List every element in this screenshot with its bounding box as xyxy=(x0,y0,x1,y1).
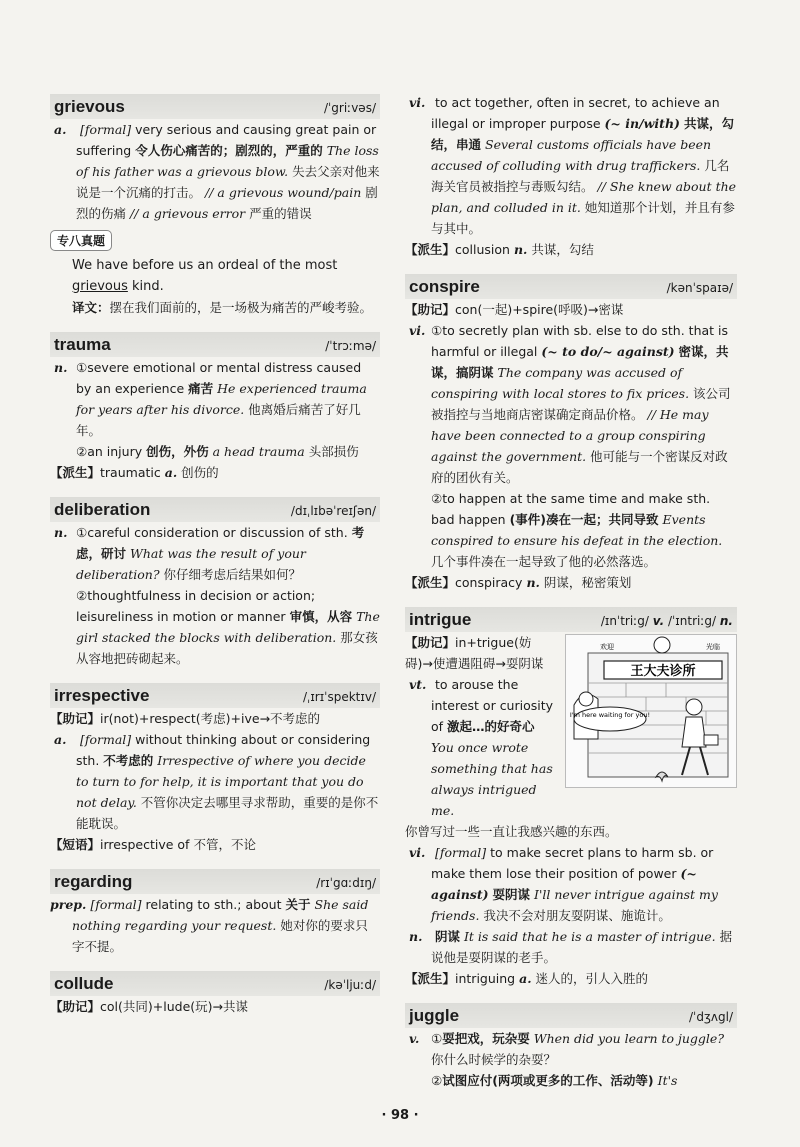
example: She said nothing regarding your request. xyxy=(72,897,369,933)
headword-bar xyxy=(50,683,380,708)
phonetic: /kənˈspaɪə/ xyxy=(666,281,733,295)
derived-word: traumatic xyxy=(100,465,161,480)
derived-word: intriguing xyxy=(455,971,516,986)
entry-collude-continued xyxy=(405,92,737,260)
sense xyxy=(50,357,380,441)
phonetic xyxy=(601,614,733,628)
cartoon-illustration xyxy=(565,634,737,788)
example-zh: 你什么时候学的杂耍？ xyxy=(431,1052,557,1067)
definition: relating to sth.; about xyxy=(145,897,282,912)
phrase-text: irrespective of xyxy=(100,837,190,852)
mnemonic xyxy=(50,996,380,1017)
clinic-sign: 王大夫诊所 xyxy=(630,664,696,679)
definition: careful consideration or discussion of sth. xyxy=(87,525,348,540)
right-column xyxy=(405,92,737,1091)
derived-word: conspiracy xyxy=(455,575,523,590)
phrase-zh: 不管，不论 xyxy=(193,837,256,852)
example-zh: 剧烈的伤痛 xyxy=(76,185,378,221)
headword-bar xyxy=(50,497,380,522)
entry-regarding xyxy=(50,869,380,957)
phonetic-verb: /ɪnˈtriːg/ xyxy=(600,614,649,628)
phonetic: /ˌɪrɪˈspektɪv/ xyxy=(302,690,376,704)
derived-word: collusion xyxy=(455,242,510,257)
sense xyxy=(50,585,380,669)
example-zh: 那女孩从容地把砖砌起来。 xyxy=(76,630,378,666)
definition-zh: 试图应付(两项或更多的工作、活动等) xyxy=(442,1073,654,1088)
example-zh: 几个事件凑在一起导致了他的必然落选。 xyxy=(431,554,657,569)
headword: grievous xyxy=(54,97,125,116)
register: [formal] xyxy=(434,845,487,860)
sense xyxy=(50,522,380,585)
exam-block xyxy=(50,255,380,318)
definition-zh: 关于 xyxy=(285,897,311,912)
definition: to secretly plan with sb. else to do sth. that is harmful or illegal xyxy=(431,323,729,359)
example: It is said that he is a master of intrigue. xyxy=(463,929,716,944)
entry-juggle xyxy=(405,1003,737,1091)
mnemonic-text: in+trigue(妨碍)→使遭遇阻碍→耍阴谋 xyxy=(405,635,544,671)
translation-text: 摆在我们面前的，是一场极为痛苦的严峻考验。 xyxy=(109,300,373,315)
sign-welcome-left: 欢迎 xyxy=(600,643,614,651)
phonetic-noun: /ˈɪntriːg/ xyxy=(667,614,717,628)
phonetic: /ˈgriːvəs/ xyxy=(323,101,376,115)
sense-number: ② xyxy=(431,491,443,506)
headword: intrigue xyxy=(409,610,472,629)
tag-label: 【助记】 xyxy=(405,302,456,317)
sense-number: ① xyxy=(76,525,88,540)
sense xyxy=(405,1070,737,1091)
definition: to happen at the same time and make sth. bad happen xyxy=(431,491,711,527)
example-zh: 该公司被指控与当地商店密谋确定商品价格。 xyxy=(431,386,731,422)
headword: regarding xyxy=(54,872,133,891)
definition-zh: 不考虑的 xyxy=(103,753,154,768)
sense xyxy=(50,441,380,462)
pos: v. xyxy=(409,1031,420,1046)
speech-bubble-text: I'm here waiting for you! xyxy=(569,711,651,719)
pos: n. xyxy=(54,525,68,540)
example: What was the result of your deliberation? xyxy=(76,546,306,582)
pos: n. xyxy=(719,614,733,628)
example: Several customs officials have been accused of colluding with drug traffickers. xyxy=(431,137,712,173)
phonetic: /ˈtrɔːmə/ xyxy=(325,339,376,353)
sign-welcome-right: 光临 xyxy=(706,643,720,651)
headword: deliberation xyxy=(54,500,151,519)
tag-label: 【助记】 xyxy=(50,999,101,1014)
phonetic: /ˈdʒʌgl/ xyxy=(689,1010,733,1024)
pos: v. xyxy=(652,614,665,628)
example: Irrespective of where you decide to turn to for help, it is important that you do not delay. xyxy=(76,753,366,810)
example-zh: 我决不会对朋友耍阴谋、施诡计。 xyxy=(483,908,671,923)
example-zh-line xyxy=(405,821,737,842)
phonetic: /kəˈljuːd/ xyxy=(324,978,376,992)
tag-label: 【派生】 xyxy=(405,575,456,590)
example: You once wrote something that has always intrigued me. xyxy=(431,740,553,818)
tag-label: 【派生】 xyxy=(50,465,101,480)
pattern: (~ to do/~ against) xyxy=(541,344,675,359)
definition: to make secret plans to harm sb. or make them lose their position of power xyxy=(431,845,714,881)
example: When did you learn to juggle? xyxy=(533,1031,725,1046)
headword: trauma xyxy=(54,335,111,354)
definition-zh: 激起…的好奇心 xyxy=(447,719,535,734)
example: // a grievous error xyxy=(130,206,246,221)
entry-deliberation xyxy=(50,497,380,669)
phonetic: /dɪˌlɪbəˈreɪʃən/ xyxy=(290,504,376,518)
pos: vi. xyxy=(409,323,426,338)
pos: a. xyxy=(54,122,67,137)
sense xyxy=(405,1028,737,1070)
example-zh: 据说他是耍阴谋的老手。 xyxy=(431,929,733,965)
example: I'll never intrigue against my friends. xyxy=(431,887,718,923)
definition-zh: 阴谋 xyxy=(434,929,460,944)
mnemonic-text: ir(not)+respect(考虑)+ive→不考虑的 xyxy=(100,711,321,726)
register: [formal] xyxy=(79,122,132,137)
mnemonic-text: col(共同)+lude(玩)→共谋 xyxy=(100,999,248,1014)
definition: without thinking about or considering sth. xyxy=(76,732,371,768)
example-zh: 她对你的要求只字不提。 xyxy=(72,918,368,954)
example-zh: 几名海关官员被指控与毒贩勾结。 xyxy=(431,158,730,194)
headword-bar xyxy=(405,1003,737,1028)
derived-zh: 阴谋，秘密策划 xyxy=(543,575,632,590)
example: The loss of his father was a grievous blow. xyxy=(76,143,379,179)
cartoon-svg xyxy=(566,635,736,787)
example-zh: 他可能与一个密谋反对政府的团伙有关。 xyxy=(431,449,728,485)
definition-zh: 痛苦 xyxy=(188,381,214,396)
example-zh: 他离婚后痛苦了好几年。 xyxy=(76,402,361,438)
exam-translation xyxy=(72,297,380,318)
definition: severe emotional or mental distress caused by an experience xyxy=(76,360,362,396)
sense-number: ② xyxy=(431,1073,443,1088)
sense xyxy=(405,488,737,572)
exam-question xyxy=(72,255,380,297)
sense xyxy=(405,842,737,926)
sense-number: ① xyxy=(431,1031,443,1046)
definition-zh: 审慎，从容 xyxy=(289,609,353,624)
derived-zh: 创伤的 xyxy=(181,465,219,480)
headword: juggle xyxy=(409,1006,460,1025)
mnemonic-text: con(一起)+spire(呼吸)→密谋 xyxy=(455,302,624,317)
pos: a. xyxy=(519,971,532,986)
headword-bar xyxy=(50,332,380,357)
definition: to act together, often in secret, to achieve an illegal or improper purpose xyxy=(431,95,720,131)
pos: n. xyxy=(54,360,68,375)
example: Events conspired to ensure his defeat in the election. xyxy=(431,512,723,548)
example: It's xyxy=(657,1073,678,1088)
example-zh: 失去父亲对他来说是一个沉痛的打击。 xyxy=(76,164,380,200)
left-column xyxy=(50,92,380,1017)
example-zh: 严重的错误 xyxy=(249,206,312,221)
example: The girl stacked the blocks with deliberation. xyxy=(76,609,380,645)
pos: vi. xyxy=(409,845,426,860)
derivation xyxy=(50,462,380,483)
definition-zh: 共谋，勾结，串通 xyxy=(431,116,734,152)
example: // She knew about the plan, and colluded in it. xyxy=(431,179,737,215)
mnemonic xyxy=(50,708,380,729)
sense xyxy=(405,320,737,488)
headword-bar xyxy=(50,94,380,119)
tag-label: 【派生】 xyxy=(405,242,456,257)
tag-label: 【短语】 xyxy=(50,837,101,852)
register: [formal] xyxy=(79,732,132,747)
exam-text: kind. xyxy=(132,279,164,294)
derived-zh: 迷人的，引人入胜的 xyxy=(535,971,649,986)
exam-text: We have before us an ordeal of the most xyxy=(72,258,338,273)
example-zh: 头部损伤 xyxy=(308,444,359,459)
exam-keyword: grievous xyxy=(72,279,128,294)
register: [formal] xyxy=(90,897,142,912)
pos: n. xyxy=(409,929,423,944)
example-zh: 你仔细考虑后结果如何？ xyxy=(163,567,302,582)
example-zh: 不管你决定去哪里寻求帮助，重要的是你不能耽误。 xyxy=(76,795,379,831)
example: a head trauma xyxy=(212,444,305,459)
exam-label: 专八真题 xyxy=(50,230,112,251)
derivation xyxy=(405,239,737,260)
headword-bar xyxy=(405,607,737,632)
definition: thoughtfulness in decision or action; leisureliness in motion or manner xyxy=(76,588,316,624)
pos: prep. xyxy=(50,897,87,912)
sense xyxy=(405,92,737,239)
sense xyxy=(50,894,380,957)
tag-label: 【派生】 xyxy=(405,971,456,986)
derivation xyxy=(405,968,737,989)
definition-zh: (事件)凑在一起；共同导致 xyxy=(509,512,659,527)
definition: to arouse the interest or curiosity of xyxy=(431,677,554,734)
sense xyxy=(50,119,380,224)
entry-collude xyxy=(50,971,380,1017)
phrase xyxy=(50,834,380,855)
example: // He may have been connected to a group conspiring against the government. xyxy=(431,407,709,464)
entry-conspire xyxy=(405,274,737,593)
sense xyxy=(405,926,737,968)
page-number: · 98 · xyxy=(381,1108,419,1123)
translation-label: 译文： xyxy=(72,300,110,315)
definition-zh: 考虑，研讨 xyxy=(76,525,365,561)
tag-label: 【助记】 xyxy=(50,711,101,726)
example-zh: 你曾写过一些一直让我感兴趣的东西。 xyxy=(405,824,618,839)
headword: irrespective xyxy=(54,686,150,705)
tag-label: 【助记】 xyxy=(405,635,456,650)
definition-zh: 耍把戏，玩杂耍 xyxy=(442,1031,530,1046)
example: // a grievous wound/pain xyxy=(205,185,362,200)
sense xyxy=(50,729,380,834)
headword-bar xyxy=(405,274,737,299)
definition-zh: 耍阴谋 xyxy=(492,887,531,902)
phonetic: /rɪˈgɑːdɪŋ/ xyxy=(316,876,376,890)
pattern: (~ against) xyxy=(431,866,697,902)
pos: vi. xyxy=(409,95,426,110)
pos: n. xyxy=(526,575,540,590)
derived-zh: 共谋，勾结 xyxy=(531,242,594,257)
headword: collude xyxy=(54,974,114,993)
definition-zh: 创伤，外伤 xyxy=(146,444,209,459)
sense-number: ② xyxy=(76,588,88,603)
pos: n. xyxy=(513,242,528,257)
headword-bar xyxy=(50,869,380,894)
entry-intrigue xyxy=(405,607,737,989)
sense-number: ② xyxy=(76,444,88,459)
entry-trauma xyxy=(50,332,380,483)
entry-irrespective xyxy=(50,683,380,855)
pos: a. xyxy=(54,732,67,747)
sense-number: ① xyxy=(76,360,88,375)
pattern: (~ in/with) xyxy=(604,116,680,131)
mnemonic xyxy=(405,299,737,320)
derivation xyxy=(405,572,737,593)
pos: vt. xyxy=(409,677,427,692)
example: The company was accused of conspiring with local stores to fix prices. xyxy=(431,365,690,401)
headword-bar xyxy=(50,971,380,996)
headword: conspire xyxy=(409,277,480,296)
definition-zh: 令人伤心痛苦的；剧烈的，严重的 xyxy=(135,143,323,158)
definition: very serious and causing great pain or suffering xyxy=(76,122,377,158)
pos: a. xyxy=(164,465,178,480)
definition: an injury xyxy=(87,444,143,459)
example: He experienced trauma for years after his divorce. xyxy=(76,381,367,417)
definition-zh: 密谋，共谋，搞阴谋 xyxy=(431,344,729,380)
example-zh: 她知道那个计划，并且有参与其中。 xyxy=(431,200,735,236)
entry-grievous xyxy=(50,94,380,318)
sense-number: ① xyxy=(431,323,443,338)
